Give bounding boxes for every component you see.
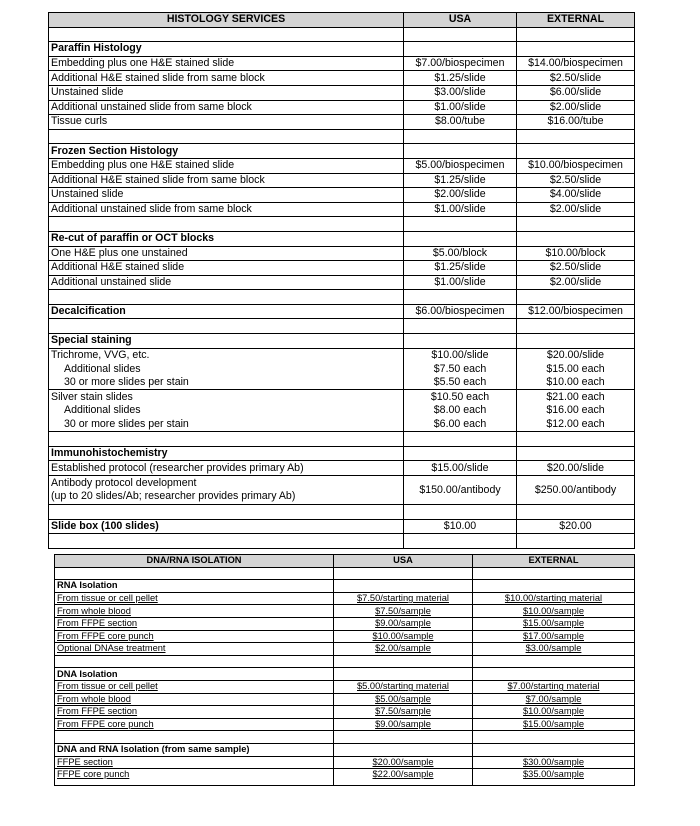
usa-price: $2.00/sample [334,643,473,656]
usa-price: $7.50/sample [334,605,473,618]
table-row [49,71,635,86]
table-row [55,718,635,731]
section-heading-row [49,42,635,57]
usa-price: $10.00/slide [404,348,517,362]
service-label: Unstained slide [49,188,404,203]
usa-price: $15.00/slide [404,461,517,476]
spacer-row [49,290,635,305]
section-title-frozen: Frozen Section Histology [49,144,404,159]
spacer-row [49,534,635,549]
table-row [49,304,635,319]
external-price: $15.00/sample [473,718,635,731]
spacer-row [49,319,635,334]
spacer-row [49,505,635,520]
table-row [49,261,635,276]
section-title-dna-rna: DNA and RNA Isolation (from same sample) [55,743,334,756]
external-price: $2.00/slide [517,100,635,115]
spacer-row [49,432,635,447]
table-row [55,592,635,605]
section-title-ihc: Immunohistochemistry [49,446,404,461]
usa-price: $8.00/tube [404,115,517,130]
external-price: $16.00/tube [517,115,635,130]
table-header-row [55,555,635,568]
service-label: Tissue curls [49,115,404,130]
external-price: $21.00 each [517,390,635,404]
usa-price: $1.00/slide [404,202,517,217]
table-row [49,418,635,432]
spacer-row [55,567,635,580]
external-price: $30.00/sample [473,756,635,769]
table-row [55,630,635,643]
section-heading-row [55,668,635,681]
external-price: $3.00/sample [473,643,635,656]
external-price: $250.00/antibody [517,476,635,505]
service-label: From tissue or cell pellet [55,680,334,693]
usa-price: $1.25/slide [404,173,517,188]
external-price: $4.00/slide [517,188,635,203]
spacer-row [49,27,635,42]
external-price: $16.00 each [517,404,635,418]
dna-rna-isolation-table [54,554,635,786]
table-row [49,362,635,376]
service-label: From FFPE section [55,706,334,719]
section-heading-row [49,231,635,246]
usa-price: $5.50 each [404,376,517,390]
table-row [55,680,635,693]
usa-price: $22.00/sample [334,769,473,786]
usa-price: $5.00/biospecimen [404,158,517,173]
external-price: $35.00/sample [473,769,635,786]
section-heading-row [55,580,635,593]
usa-price: $1.25/slide [404,261,517,276]
usa-price: $8.00 each [404,404,517,418]
external-price: $7.00/starting material [473,680,635,693]
spacer-row [49,129,635,144]
usa-price: $5.00/block [404,246,517,261]
service-label: Additional unstained slide [49,275,404,290]
external-price: $20.00/slide [517,461,635,476]
service-label: Silver stain slides [49,390,404,404]
usa-price: $6.00/biospecimen [404,304,517,319]
usa-price: $10.00/sample [334,630,473,643]
external-price: $2.50/slide [517,261,635,276]
service-label-line: Antibody protocol development [51,477,197,489]
usa-price: $2.00/slide [404,188,517,203]
external-price: $15.00 each [517,362,635,376]
table-row [49,158,635,173]
usa-price: $10.00 [404,519,517,534]
table-row [49,519,635,534]
external-price: $7.00/sample [473,693,635,706]
external-price: $2.00/slide [517,275,635,290]
section-title-rna: RNA Isolation [55,580,334,593]
table-row [49,476,635,505]
header-external: EXTERNAL [473,555,635,568]
table-row [49,275,635,290]
usa-price: $5.00/starting material [334,680,473,693]
service-label: From FFPE core punch [55,718,334,731]
external-price: $2.50/slide [517,173,635,188]
table-header-row [49,13,635,28]
usa-price: $7.50 each [404,362,517,376]
external-price: $20.00 [517,519,635,534]
table-row [55,706,635,719]
service-label: Optional DNAse treatment [55,643,334,656]
service-label: Additional slides [49,404,404,418]
section-title-paraffin: Paraffin Histology [49,42,404,57]
table-row [55,769,635,786]
external-price: $10.00/starting material [473,592,635,605]
header-service: DNA/RNA ISOLATION [55,555,334,568]
slide-box-label: Slide box (100 slides) [49,519,404,534]
external-price: $6.00/slide [517,85,635,100]
service-label: FFPE section [55,756,334,769]
external-price: $12.00 each [517,418,635,432]
section-heading-row [49,446,635,461]
service-label-line: (up to 20 slides/Ab; researcher provides primary Ab) [51,490,296,502]
table-row [49,173,635,188]
table-row [49,202,635,217]
table-row [55,617,635,630]
header-usa: USA [334,555,473,568]
usa-price: $1.00/slide [404,275,517,290]
usa-price: $7.50/starting material [334,592,473,605]
external-price: $10.00/sample [473,706,635,719]
section-title-special: Special staining [49,334,404,349]
usa-price: $6.00 each [404,418,517,432]
service-label: From FFPE core punch [55,630,334,643]
external-price: $17.00/sample [473,630,635,643]
external-price: $20.00/slide [517,348,635,362]
table-row [49,376,635,390]
table-row [55,756,635,769]
service-label: FFPE core punch [55,769,334,786]
usa-price: $150.00/antibody [404,476,517,505]
usa-price: $1.25/slide [404,71,517,86]
service-label: Trichrome, VVG, etc. [49,348,404,362]
spacer-row [55,655,635,668]
service-label: Additional H&E stained slide [49,261,404,276]
table-row [49,348,635,362]
table-row [55,605,635,618]
table-row [49,100,635,115]
external-price: $15.00/sample [473,617,635,630]
decalcification-label: Decalcification [49,304,404,319]
external-price: $2.50/slide [517,71,635,86]
usa-price: $9.00/sample [334,718,473,731]
usa-price: $5.00/sample [334,693,473,706]
header-usa: USA [404,13,517,28]
service-label [49,476,404,505]
external-price: $14.00/biospecimen [517,56,635,71]
table-row [49,404,635,418]
spacer-row [55,731,635,744]
usa-price: $1.00/slide [404,100,517,115]
service-label: Unstained slide [49,85,404,100]
section-title-dna: DNA Isolation [55,668,334,681]
service-label: From whole blood [55,605,334,618]
table-row [49,461,635,476]
table-row [49,390,635,404]
service-label: One H&E plus one unstained [49,246,404,261]
section-title-recut: Re-cut of paraffin or OCT blocks [49,231,404,246]
table-row [49,246,635,261]
service-label: Additional unstained slide from same block [49,202,404,217]
usa-price: $3.00/slide [404,85,517,100]
service-label: 30 or more slides per stain [49,376,404,390]
table-row [49,115,635,130]
usa-price: $7.50/sample [334,706,473,719]
service-label: From tissue or cell pellet [55,592,334,605]
table-row [55,693,635,706]
header-service: HISTOLOGY SERVICES [49,13,404,28]
table-row [49,85,635,100]
table-row [49,56,635,71]
external-price: $2.00/slide [517,202,635,217]
table-row [55,643,635,656]
usa-price: $10.50 each [404,390,517,404]
header-external: EXTERNAL [517,13,635,28]
histology-services-table [48,12,635,549]
service-label: Embedding plus one H&E stained slide [49,56,404,71]
external-price: $10.00/sample [473,605,635,618]
external-price: $10.00/block [517,246,635,261]
section-heading-row [49,144,635,159]
table-row [49,188,635,203]
service-label: Additional slides [49,362,404,376]
external-price: $10.00/biospecimen [517,158,635,173]
section-heading-row [55,743,635,756]
usa-price: $9.00/sample [334,617,473,630]
spacer-row [49,217,635,232]
usa-price: $7.00/biospecimen [404,56,517,71]
service-label: From FFPE section [55,617,334,630]
service-label: 30 or more slides per stain [49,418,404,432]
external-price: $12.00/biospecimen [517,304,635,319]
service-label: Established protocol (researcher provides primary Ab) [49,461,404,476]
service-label: Embedding plus one H&E stained slide [49,158,404,173]
service-label: Additional H&E stained slide from same block [49,173,404,188]
usa-price: $20.00/sample [334,756,473,769]
external-price: $10.00 each [517,376,635,390]
service-label: Additional unstained slide from same block [49,100,404,115]
service-label: Additional H&E stained slide from same block [49,71,404,86]
section-heading-row [49,334,635,349]
service-label: From whole blood [55,693,334,706]
